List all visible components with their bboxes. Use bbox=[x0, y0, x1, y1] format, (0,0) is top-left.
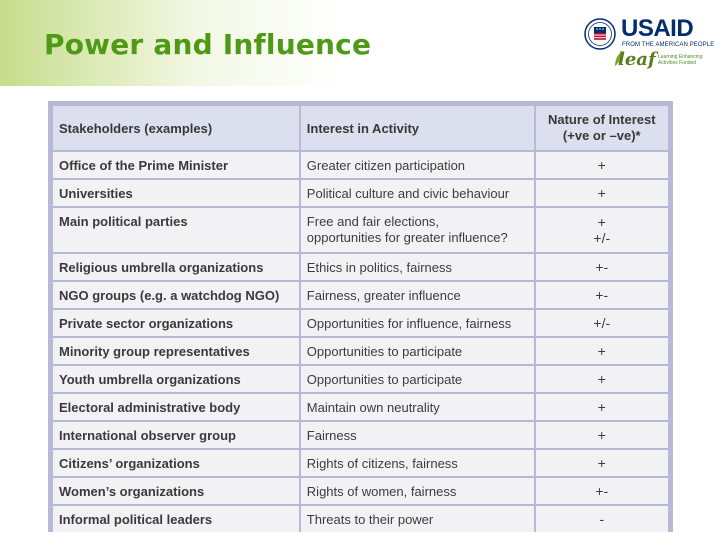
table-row bbox=[53, 366, 668, 392]
stakeholder-cell: Main political parties bbox=[53, 208, 299, 252]
table-row bbox=[53, 506, 668, 532]
stakeholder-cell: Youth umbrella organizations bbox=[53, 366, 299, 392]
stakeholder-cell: Women’s organizations bbox=[53, 478, 299, 504]
nature-cell: + bbox=[536, 152, 668, 178]
nature-cell: +- bbox=[536, 282, 668, 308]
stakeholder-cell: Informal political leaders bbox=[53, 506, 299, 532]
stakeholder-cell: Minority group representatives bbox=[53, 338, 299, 364]
interest-cell: Rights of citizens, fairness bbox=[301, 450, 534, 476]
interest-cell: Political culture and civic behaviour bbox=[301, 180, 534, 206]
nature-cell: + bbox=[536, 422, 668, 448]
interest-cell: Fairness bbox=[301, 422, 534, 448]
table-row bbox=[53, 478, 668, 504]
nature-cell: - bbox=[536, 506, 668, 532]
table-row bbox=[53, 310, 668, 336]
interest-cell: Opportunities to participate bbox=[301, 338, 534, 364]
table-row bbox=[53, 422, 668, 448]
slide-title: Power and Influence bbox=[44, 28, 372, 61]
interest-cell: Rights of women, fairness bbox=[301, 478, 534, 504]
interest-cell: Opportunities to participate bbox=[301, 366, 534, 392]
logo-group bbox=[582, 15, 715, 72]
interest-cell: Free and fair elections, opportunities for greater influence? bbox=[301, 208, 534, 252]
stakeholder-cell: NGO groups (e.g. a watchdog NGO) bbox=[53, 282, 299, 308]
stakeholder-cell: Universities bbox=[53, 180, 299, 206]
header-interest: Interest in Activity bbox=[301, 106, 534, 150]
usaid-tagline: FROM THE AMERICAN PEOPLE bbox=[622, 42, 715, 48]
table-row bbox=[53, 394, 668, 420]
leaf-wordmark: leaf bbox=[618, 49, 656, 70]
header-nature: Nature of Interest (+ve or –ve)* bbox=[536, 106, 668, 150]
interest-cell: Greater citizen participation bbox=[301, 152, 534, 178]
interest-cell: Opportunities for influence, fairness bbox=[301, 310, 534, 336]
table-row bbox=[53, 282, 668, 308]
interest-cell: Maintain own neutrality bbox=[301, 394, 534, 420]
nature-cell: + +/- bbox=[536, 208, 668, 252]
usaid-wordmark: USAID bbox=[621, 15, 694, 42]
leaf-tagline: Learning Enhancing Activities Funded bbox=[658, 54, 703, 66]
nature-cell: + bbox=[536, 450, 668, 476]
stakeholder-cell: Office of the Prime Minister bbox=[53, 152, 299, 178]
nature-cell: +- bbox=[536, 254, 668, 280]
table-header-row bbox=[53, 106, 668, 150]
interest-cell: Fairness, greater influence bbox=[301, 282, 534, 308]
stakeholder-cell: Citizens’ organizations bbox=[53, 450, 299, 476]
stakeholder-table-frame bbox=[48, 101, 673, 532]
stakeholder-cell: Religious umbrella organizations bbox=[53, 254, 299, 280]
table-row bbox=[53, 450, 668, 476]
usaid-seal-icon bbox=[584, 18, 616, 50]
nature-cell: + bbox=[536, 366, 668, 392]
nature-cell: + bbox=[536, 180, 668, 206]
interest-cell: Ethics in politics, fairness bbox=[301, 254, 534, 280]
nature-cell: + bbox=[536, 338, 668, 364]
interest-cell: Threats to their power bbox=[301, 506, 534, 532]
table-row bbox=[53, 208, 668, 252]
stakeholder-cell: Private sector organizations bbox=[53, 310, 299, 336]
stakeholder-table bbox=[51, 104, 670, 534]
stakeholder-cell: Electoral administrative body bbox=[53, 394, 299, 420]
table-row bbox=[53, 180, 668, 206]
nature-cell: +/- bbox=[536, 310, 668, 336]
nature-cell: + bbox=[536, 394, 668, 420]
table-row bbox=[53, 338, 668, 364]
table-row bbox=[53, 152, 668, 178]
header-stakeholders: Stakeholders (examples) bbox=[53, 106, 299, 150]
nature-cell: +- bbox=[536, 478, 668, 504]
stakeholder-cell: International observer group bbox=[53, 422, 299, 448]
table-row bbox=[53, 254, 668, 280]
